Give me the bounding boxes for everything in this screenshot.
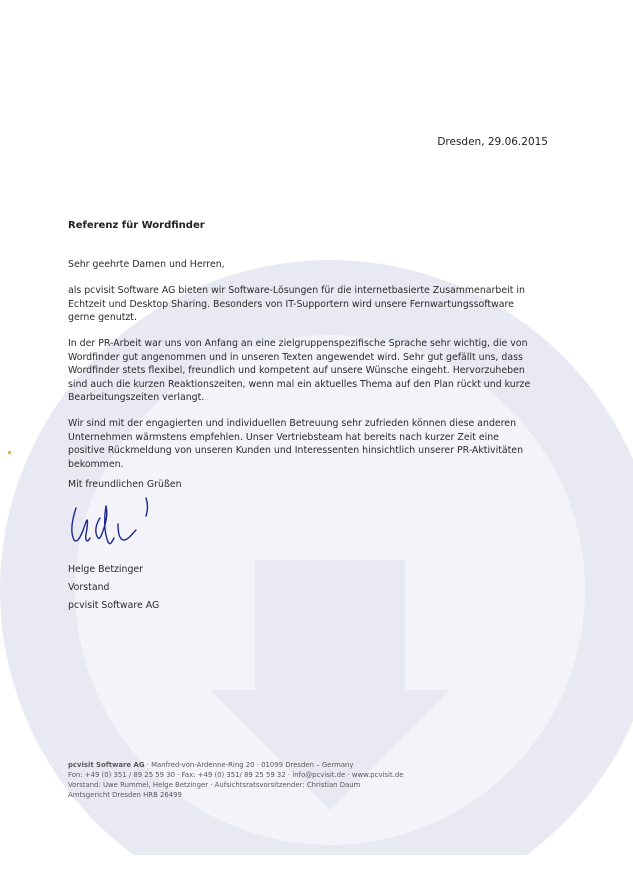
- handwritten-signature: [62, 494, 172, 554]
- closing: Mit freundlichen Grüßen: [68, 479, 182, 490]
- paragraph-line: In der PR-Arbeit war uns von Anfang an eine zielgruppenspezifische Sprache sehr wichtig, die von: [68, 338, 528, 349]
- letter-date: Dresden, 29.06.2015: [437, 136, 548, 148]
- footer-contact: Fon: +49 (0) 351 / 89 25 59 30 · Fax: +49 (0) 351/ 89 25 59 32 · info@pcvisit.de · www.pcvisit.de: [68, 771, 404, 779]
- signer-block: [68, 561, 159, 615]
- paragraph-1: [68, 284, 568, 325]
- signer-company: pcvisit Software AG: [68, 600, 160, 611]
- paragraph-line: als pcvisit Software AG bieten wir Software-Lösungen für die internetbasierte Zusammenarbeit in: [68, 285, 525, 296]
- salutation: Sehr geehrte Damen und Herren,: [68, 259, 225, 270]
- letter-subject: Referenz für Wordfinder: [68, 220, 205, 231]
- paragraph-line: positive Rückmeldung von unseren Kunden und Interessenten hinsichtlich unserer PR-Aktivitäten: [68, 445, 524, 457]
- signer-name: Helge Betzinger: [68, 564, 144, 575]
- paragraph-line: sind auch die kurzen Reaktionszeiten, wenn mal ein aktuelles Thema auf den Plan rückt und kurze: [68, 378, 531, 390]
- footer-board: Vorstand: Uwe Rummel, Helge Betzinger · Aufsichtsratsvorsitzender: Christian Daum: [68, 781, 361, 789]
- paragraph-line: Echtzeit und Desktop Sharing. Besonders von IT-Supportern wird unsere Fernwartungssoftware: [68, 298, 514, 310]
- paragraph-3: [68, 417, 568, 471]
- paragraph-line: Unternehmen wärmstens empfehlen. Unser Vertriebsteam hat bereits nach kurzer Zeit eine: [68, 431, 499, 443]
- letter-footer: [68, 760, 403, 800]
- paragraph-line: Bearbeitungszeiten verlangt.: [68, 392, 205, 404]
- paragraph-2: [68, 337, 568, 405]
- paragraph-line: Wordfinder stets flexibel, freundlich und kompetent auf unsere Wünsche eingeht. Hervorzuheben: [68, 365, 525, 377]
- footer-address: · Manfred-von-Ardenne-Ring 20 · 01099 Dresden – Germany: [144, 761, 354, 769]
- paragraph-line: gerne genutzt.: [68, 312, 137, 324]
- footer-address-line: [68, 760, 403, 770]
- footer-court: Amtsgericht Dresden HRB 26499: [68, 791, 182, 799]
- footer-company: pcvisit Software AG: [68, 761, 145, 769]
- paragraph-line: bekommen.: [68, 458, 124, 470]
- paragraph-line: Wir sind mit der engagierten und individuellen Betreuung sehr zufrieden können diese anderen: [68, 418, 517, 429]
- paragraph-line: Wordfinder gut angenommen und in unseren Texten angewendet wird. Sehr gut gefällt uns, dass: [68, 351, 523, 363]
- signer-title: Vorstand: [68, 582, 110, 593]
